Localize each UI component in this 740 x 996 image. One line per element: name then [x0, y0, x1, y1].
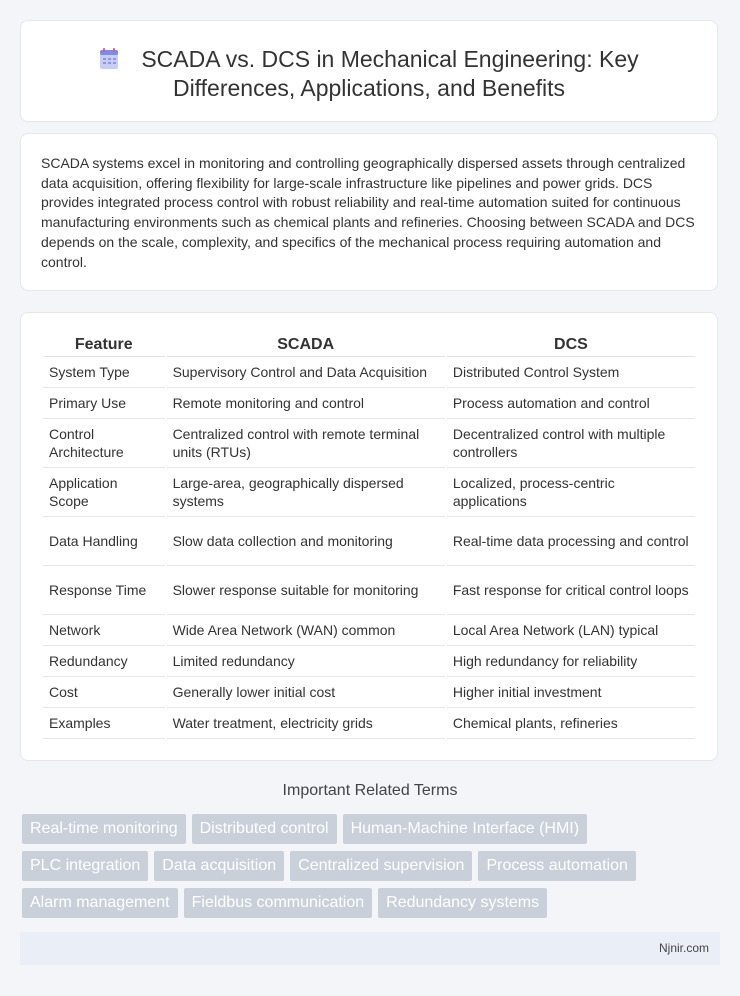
table-cell: Wide Area Network (WAN) common — [167, 615, 445, 646]
document-icon — [99, 48, 119, 70]
footer-site[interactable]: Njnir.com — [658, 941, 709, 955]
table-cell: Slow data collection and monitoring — [167, 517, 445, 566]
title-line-2: Differences, Applications, and Benefits — [172, 75, 566, 101]
tag-alarm-management[interactable]: Alarm management — [22, 888, 178, 918]
tag-data-acquisition[interactable]: Data acquisition — [154, 851, 284, 881]
table-cell: Large-area, geographically dispersed systems — [167, 468, 445, 517]
tag-hmi[interactable]: Human-Machine Interface (HMI) — [343, 814, 588, 844]
tag-fieldbus-communication[interactable]: Fieldbus communication — [184, 888, 373, 918]
table-cell: Cost — [43, 677, 165, 708]
tag-distributed-control[interactable]: Distributed control — [192, 814, 337, 844]
table-cell: Limited redundancy — [167, 646, 445, 677]
table-cell: Higher initial investment — [447, 677, 695, 708]
table-cell: Response Time — [43, 566, 165, 615]
table-row — [43, 419, 695, 468]
title-card — [20, 20, 718, 122]
table-row — [43, 677, 695, 708]
table-cell: Real-time data processing and control — [447, 517, 695, 566]
tag-plc-integration[interactable]: PLC integration — [22, 851, 148, 881]
table-row — [43, 517, 695, 566]
footer — [20, 932, 720, 965]
table-cell: Generally lower initial cost — [167, 677, 445, 708]
table-cell: Examples — [43, 708, 165, 739]
header-scada: SCADA — [167, 333, 445, 357]
header-feature: Feature — [43, 333, 165, 357]
comparison-table-card — [20, 312, 718, 761]
related-terms-list — [22, 814, 702, 925]
header-dcs: DCS — [447, 333, 695, 357]
table-cell: Local Area Network (LAN) typical — [447, 615, 695, 646]
table-cell: Application Scope — [43, 468, 165, 517]
table-cell: Centralized control with remote terminal units (RTUs) — [167, 419, 445, 468]
title-line-1: SCADA vs. DCS in Mechanical Engineering: Key — [141, 46, 639, 72]
tag-redundancy-systems[interactable]: Redundancy systems — [378, 888, 547, 918]
table-row — [43, 615, 695, 646]
comparison-table — [41, 333, 697, 739]
table-cell: Localized, process-centric applications — [447, 468, 695, 517]
table-cell: Process automation and control — [447, 388, 695, 419]
summary-card — [20, 133, 718, 291]
table-cell: Water treatment, electricity grids — [167, 708, 445, 739]
table-cell: High redundancy for reliability — [447, 646, 695, 677]
table-cell: Slower response suitable for monitoring — [167, 566, 445, 615]
table-cell: System Type — [43, 357, 165, 388]
table-row — [43, 468, 695, 517]
table-cell: Fast response for critical control loops — [447, 566, 695, 615]
related-terms-title: Important Related Terms — [282, 782, 458, 799]
table-cell: Decentralized control with multiple controllers — [447, 419, 695, 468]
table-cell: Network — [43, 615, 165, 646]
page-title — [21, 45, 717, 103]
table-row — [43, 708, 695, 739]
table-cell: Remote monitoring and control — [167, 388, 445, 419]
summary-text: SCADA systems excel in monitoring and controlling geographically dispersed assets through centralized data acquisition, offering flexibility for large-scale infrastructure like pipelines and power grids. DCS provides integrated process control with robust reliability and real-time automation suited for continuous manufacturing environments such as chemical plants and refineries. Choosing between SCADA and DCS depends on the scale, complexity, and specifics of the mechanical process requiring automation and control. — [41, 155, 695, 270]
table-row — [43, 388, 695, 419]
table-row — [43, 646, 695, 677]
table-cell: Supervisory Control and Data Acquisition — [167, 357, 445, 388]
table-cell: Redundancy — [43, 646, 165, 677]
table-cell: Data Handling — [43, 517, 165, 566]
table-row — [43, 357, 695, 388]
table-cell: Distributed Control System — [447, 357, 695, 388]
table-row — [43, 566, 695, 615]
table-cell: Primary Use — [43, 388, 165, 419]
table-cell: Chemical plants, refineries — [447, 708, 695, 739]
table-header-row — [43, 333, 695, 357]
table-cell: Control Architecture — [43, 419, 165, 468]
tag-process-automation[interactable]: Process automation — [478, 851, 635, 881]
tag-real-time-monitoring[interactable]: Real-time monitoring — [22, 814, 186, 844]
tag-centralized-supervision[interactable]: Centralized supervision — [290, 851, 472, 881]
